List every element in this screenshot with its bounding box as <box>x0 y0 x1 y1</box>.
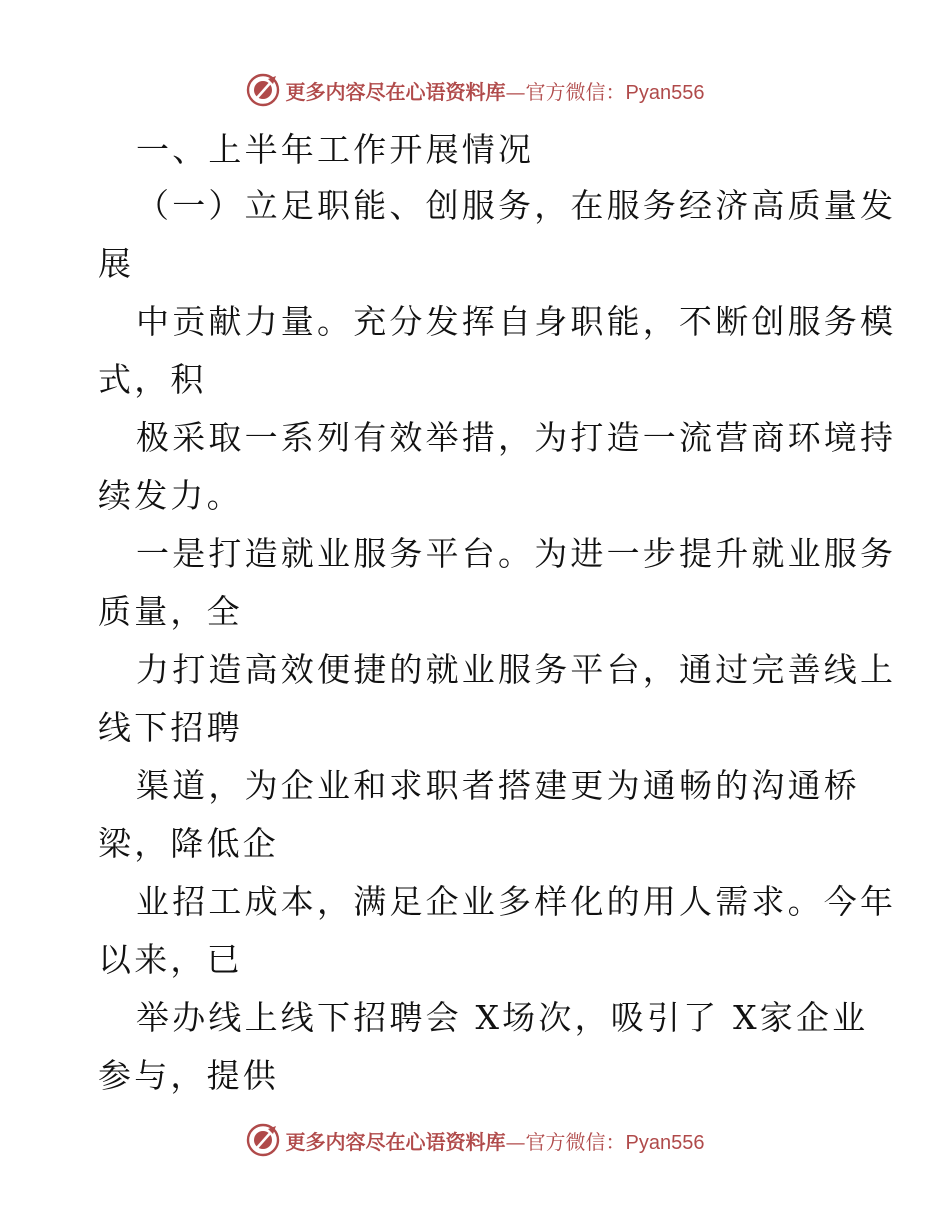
brand-logo-icon <box>246 73 280 107</box>
paragraph-line: 参与，提供 <box>98 1056 279 1095</box>
paragraph-line: 力打造高效便捷的就业服务平台，通过完善线上 <box>136 650 897 689</box>
paragraph-line: 渠道，为企业和求职者搭建更为通畅的沟通桥 <box>136 766 860 805</box>
header-banner <box>0 70 950 110</box>
paragraph-line: 梁，降低企 <box>98 824 279 863</box>
header-banner-text <box>286 76 705 105</box>
header-banner-separator: — <box>505 79 526 104</box>
paragraph-line: 举办线上线下招聘会 X场次，吸引了 X家企业 <box>136 998 869 1037</box>
footer-banner-wechat: 官方微信：Pyan556 <box>525 1131 705 1154</box>
paragraph-line: 极采取一系列有效举措，为打造一流营商环境持 <box>136 418 897 457</box>
footer-banner-separator: — <box>505 1129 526 1154</box>
paragraph-line: （一）立足职能、创服务，在服务经济高质量发 <box>136 186 897 225</box>
footer-banner-main: 更多内容尽在心语资料库 <box>285 1129 506 1154</box>
paragraph-line: 续发力。 <box>98 476 243 515</box>
footer-banner <box>0 1120 950 1160</box>
header-banner-wechat: 官方微信：Pyan556 <box>525 81 705 104</box>
paragraph-line: 式，积 <box>98 360 207 399</box>
paragraph-line: 一是打造就业服务平台。为进一步提升就业服务 <box>136 534 897 573</box>
paragraph-line: 质量，全 <box>98 592 243 631</box>
paragraph-line: 中贡献力量。充分发挥自身职能，不断创服务模 <box>136 302 897 341</box>
paragraph-line: 以来，已 <box>98 940 243 979</box>
footer-banner-text <box>286 1126 705 1155</box>
paragraph-line: 展 <box>98 244 135 283</box>
paragraph-line: 线下招聘 <box>98 708 243 747</box>
paragraph-line: 业招工成本，满足企业多样化的用人需求。今年 <box>136 882 897 921</box>
header-banner-main: 更多内容尽在心语资料库 <box>285 79 506 104</box>
section-heading: 一、上半年工作开展情况 <box>136 130 535 169</box>
brand-logo-icon <box>246 1123 280 1157</box>
